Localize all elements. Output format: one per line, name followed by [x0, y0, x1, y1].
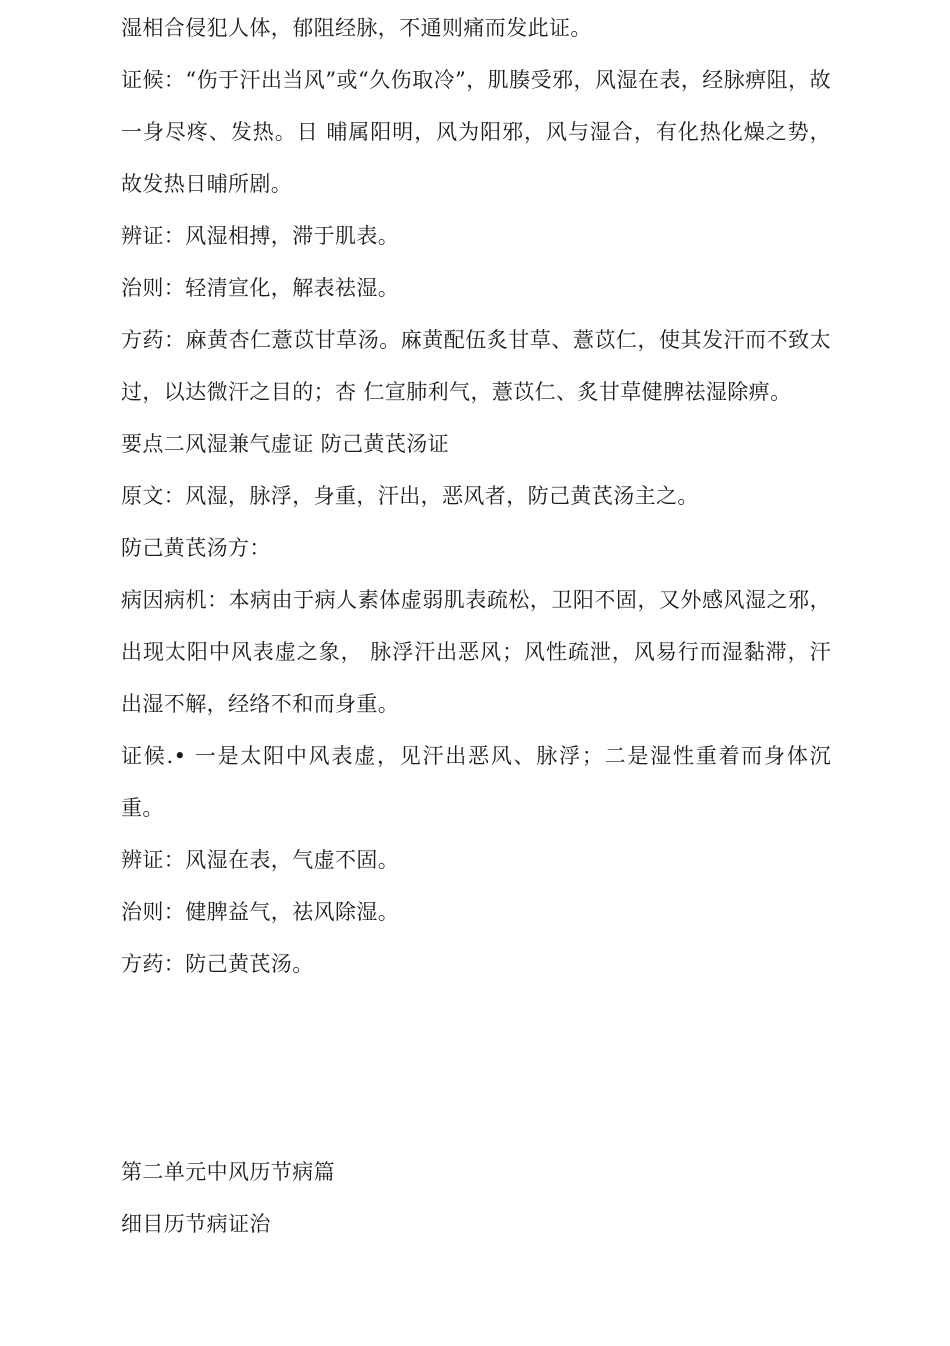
paragraph-formula-name: 防己黄芪汤方：: [121, 536, 271, 560]
paragraph-treatment-principle-2: 治则：健脾益气，祛风除湿。: [121, 900, 400, 924]
paragraph-original-text: 原文：风湿，脉浮，身重，汗出，恶风者，防己黄芪汤主之。: [121, 484, 699, 508]
unit-heading: 第二单元中风历节病篇: [121, 1160, 335, 1184]
paragraph-symptoms: 证候：“伤于汗出当风”或“久伤取冷”，肌腠受邪，风湿在表，经脉痹阻，故一身尽疼、发热。日 晡属阳明，风为阳邪，风与湿合，有化热化燥之势，故发热日晡所剧。: [121, 68, 831, 196]
document-body: [121, 2, 831, 1250]
paragraph-prescription: 方药：麻黄杏仁薏苡甘草汤。麻黄配伍炙甘草、薏苡仁，使其发汗而不致太过，以达微汗之目的；杏 仁宣肺利气，薏苡仁、炙甘草健脾祛湿除痹。: [121, 328, 831, 404]
paragraph-etiology: 病因病机：本病由于病人素体虚弱肌表疏松，卫阳不固，又外感风湿之邪，出现太阳中风表虚之象， 脉浮汗出恶风；风性疏泄，风易行而湿黏滞，汗出湿不解，经络不和而身重。: [121, 588, 831, 716]
subsection-heading: 细目历节病证治: [121, 1212, 271, 1236]
paragraph-prescription-2: 方药：防己黄芪汤。: [121, 952, 314, 976]
paragraph-symptoms-2: 证候.• 一是太阳中风表虚，见汗出恶风、脉浮；二是湿性重着而身体沉重。: [121, 744, 831, 820]
paragraph-continuation: 湿相合侵犯人体，郁阻经脉，不通则痛而发此证。: [121, 16, 592, 40]
paragraph-differentiation-2: 辨证：风湿在表，气虚不固。: [121, 848, 400, 872]
section-heading-key-point-2: 要点二风湿兼气虚证 防己黄芪汤证: [121, 432, 450, 456]
blank-space: [121, 990, 831, 1146]
paragraph-treatment-principle: 治则：轻清宣化，解表祛湿。: [121, 276, 400, 300]
paragraph-differentiation: 辨证：风湿相搏，滞于肌表。: [121, 224, 400, 248]
